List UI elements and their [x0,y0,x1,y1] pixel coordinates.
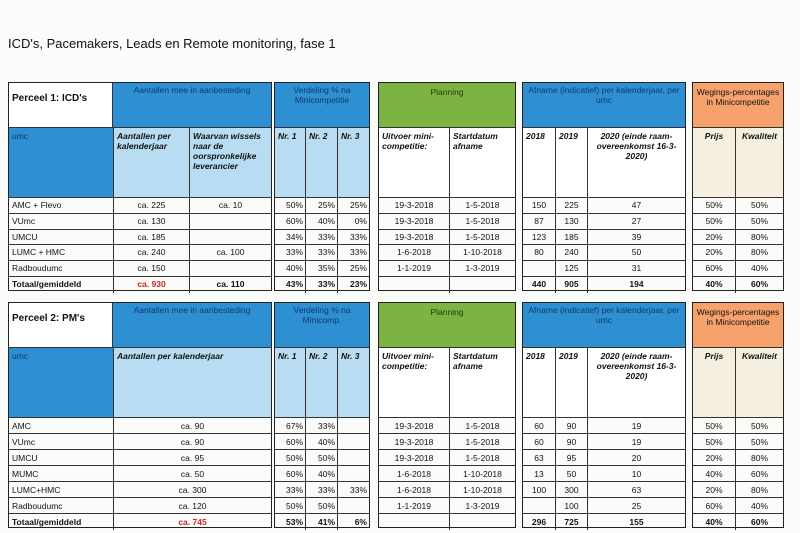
table-row [275,417,369,434]
weging-cell: 20% [705,453,723,463]
table-row [379,465,515,482]
afname-cell [523,498,555,514]
table-row [693,417,783,434]
weging-cell: 50% [735,214,783,230]
percentage-cell: 41% [305,514,337,530]
left-table-group [8,82,272,291]
startdatum-cell: 1-3-2019 [449,261,515,277]
afname-cell: 19 [587,434,685,450]
value-cell: ca. 240 [113,245,189,261]
weging-cell: 60% [705,501,723,511]
left-table-group [8,302,272,528]
value-cell: ca. 90 [113,434,271,450]
afname-cell: 300 [555,482,587,498]
table-row [693,497,783,514]
kwaliteit-header: Kwaliteit [735,347,783,417]
table-row [523,260,685,277]
afname-y2019-header: 2019 [555,347,587,417]
value-cell [189,261,271,277]
afname-cell: 225 [555,198,587,214]
afname-y2018-header: 2018 [523,127,555,197]
uitvoer-date-cell: 1-1-2019 [396,263,432,274]
table-row [379,417,515,434]
uitvoer-date-cell: 1-6-2018 [396,485,432,495]
verdeling-nr3-header: Nr. 3 [337,347,369,417]
umc-name-cell: AMC [12,421,31,431]
weging-cell: 50% [705,421,723,431]
weging-cell: 50% [735,198,783,214]
percentage-cell: 43% [285,279,303,289]
value-cell: ca. 110 [189,277,271,293]
weging-cell: 50% [735,434,783,450]
startdatum-cell: 1-5-2018 [449,418,515,434]
uitvoer-date-cell [379,277,449,293]
percentage-cell: 33% [305,277,337,293]
weging-cell: 20% [705,231,723,242]
table-row [9,244,271,261]
startdatum-cell: 1-5-2018 [449,198,515,214]
total-row [523,513,685,530]
table-row [693,465,783,482]
percentage-cell: 33% [337,482,369,498]
percentage-cell: 33% [285,485,303,495]
total-row [9,513,271,530]
wegings-header: Wegings-percentages in Minicompetitie [693,83,783,127]
table-row [693,433,783,450]
uitvoer-date-cell [379,514,449,530]
afname-cell: 123 [531,231,547,242]
afname-cell: 100 [555,498,587,514]
percentage-cell: 33% [305,230,337,246]
uitvoer-date-cell: 1-6-2018 [396,469,432,479]
afname-cell: 725 [555,514,587,530]
percentage-cell: 53% [285,517,303,527]
table-row [9,229,271,246]
startdatum-cell: 1-5-2018 [449,214,515,230]
kwaliteit-header: Kwaliteit [735,127,783,197]
percentage-cell: 25% [305,198,337,214]
afname-group [522,302,686,528]
table-row [9,481,271,498]
percentage-cell: 34% [285,231,303,242]
afname-y2019-header: 2019 [555,127,587,197]
total-row [275,513,369,530]
aantallen-header: Aantallen mee in aanbesteding [113,303,271,347]
uitvoer-date-cell: 19-3-2018 [394,453,434,463]
percentage-cell: 50% [305,450,337,466]
value-cell: ca. 120 [113,498,271,514]
verdeling-nr2-header: Nr. 2 [305,127,337,197]
percentage-cell: 67% [285,421,303,431]
table-row [275,197,369,214]
weging-cell: 60% [735,277,783,293]
afname-header: Afname (indicatief) per kalenderjaar, per umc [523,83,685,127]
table-row [523,244,685,261]
startdatum-header: Startdatum afname [449,347,515,417]
uitvoer-date-cell: 19-3-2018 [394,421,434,431]
weging-cell: 20% [705,247,723,258]
perceel-label: Perceel 1: ICD's [9,83,113,127]
startdatum-cell: 1-5-2018 [449,230,515,246]
table-row [275,497,369,514]
afname-cell: 63 [534,453,544,463]
startdatum-cell [449,277,515,293]
value-cell: ca. 745 [113,514,271,530]
table-row [693,244,783,261]
value-cell: ca. 185 [113,230,189,246]
startdatum-cell: 1-5-2018 [449,434,515,450]
table-row [275,229,369,246]
afname-cell: 905 [555,277,587,293]
verdeling-nr2-header: Nr. 2 [305,347,337,417]
weging-cell: 50% [705,215,723,226]
value-cell: ca. 225 [113,198,189,214]
startdatum-cell: 1-10-2018 [449,245,515,261]
weging-cell: 60% [735,466,783,482]
percentage-cell [337,418,369,434]
afname-cell: 50 [555,466,587,482]
weging-cell: 80% [735,245,783,261]
umc-header: umc [9,127,113,197]
umc-name-cell: LUMC + HMC [12,247,66,258]
value-cell: ca. 50 [113,466,271,482]
table-row [379,260,515,277]
afname-cell: 80 [534,247,544,258]
table-row [379,197,515,214]
umc-name-cell: VUmc [12,437,36,447]
afname-cell: 100 [531,485,547,495]
afname-cell: 27 [587,214,685,230]
umc-header: umc [9,347,113,417]
weging-cell: 50% [735,418,783,434]
startdatum-cell: 1-10-2018 [449,466,515,482]
percentage-cell: 50% [285,453,303,463]
value-cell: ca. 10 [189,198,271,214]
total-row [693,276,783,293]
verdeling-group [274,82,370,291]
table-row [275,481,369,498]
percentage-cell: 40% [305,466,337,482]
value-cell: ca. 130 [113,214,189,230]
table-row [693,260,783,277]
percentage-cell: 40% [305,434,337,450]
table-row [9,449,271,466]
percentage-cell: 50% [305,498,337,514]
table-row [693,197,783,214]
percentage-cell: 60% [285,437,303,447]
umc-name-cell: AMC + Flevo [12,200,62,210]
afname-cell: 10 [587,466,685,482]
table-row [693,481,783,498]
umc-name-cell: Radboudumc [12,501,63,511]
weging-cell: 60% [735,514,783,530]
uitvoer-date-cell: 1-1-2019 [396,501,432,511]
table-row [379,433,515,450]
afname-cell: 185 [555,230,587,246]
wegings-group [692,302,784,528]
planning-header: Planning [379,303,515,347]
afname-cell [523,261,555,277]
percentage-cell [337,434,369,450]
weging-cell: 60% [705,263,723,274]
afname-y2018-header: 2018 [523,347,555,417]
verdeling-header: Verdeling % na Minicomp. [275,303,369,347]
afname-y2020-header: 2020 (einde raam-overeenkomst 16-3-2020) [587,127,685,197]
table-row [379,497,515,514]
table-row [523,229,685,246]
value-cell: ca. 90 [113,418,271,434]
umc-name-cell: UMCU [12,453,38,463]
afname-cell: 90 [555,434,587,450]
table-row [379,213,515,230]
percentage-cell: 25% [337,261,369,277]
aantallen-col-header: Aantallen per kalenderjaar [113,127,189,197]
value-cell: ca. 930 [113,277,189,293]
umc-name-cell: MUMC [12,469,39,479]
percentage-cell [337,466,369,482]
afname-cell: 50 [587,245,685,261]
startdatum-cell: 1-5-2018 [449,450,515,466]
table-row [275,449,369,466]
afname-cell: 20 [587,450,685,466]
afname-cell: 150 [531,200,547,210]
value-cell: ca. 150 [113,261,189,277]
umc-name-cell: UMCU [12,231,38,242]
prijs-header: Prijs [693,127,735,197]
table-row [523,213,685,230]
verdeling-nr3-header: Nr. 3 [337,127,369,197]
verdeling-nr1-header: Nr. 1 [275,127,305,197]
table-row [523,465,685,482]
total-row [9,276,271,293]
table-row [275,433,369,450]
weging-cell: 40% [735,498,783,514]
afname-cell: 90 [555,418,587,434]
table-row [9,213,271,230]
weging-cell: 50% [705,200,723,210]
afname-y2020-header: 2020 (einde raam-overeenkomst 16-3-2020) [587,347,685,417]
table-row [275,213,369,230]
table-row [9,433,271,450]
planning-header: Planning [379,83,515,127]
umc-name-cell: Radboudumc [12,263,63,274]
weging-cell: 20% [705,485,723,495]
percentage-cell: 6% [337,514,369,530]
planning-group [378,82,516,291]
percentage-cell: 0% [337,214,369,230]
table-row [523,449,685,466]
value-cell [189,214,271,230]
table-row [275,244,369,261]
uitvoer-date-cell: 19-3-2018 [394,215,434,226]
startdatum-header: Startdatum afname [449,127,515,197]
percentage-cell: 33% [305,245,337,261]
afname-cell: 63 [587,482,685,498]
afname-cell: 130 [555,214,587,230]
verdeling-header: Verdeling % na Minicompetitie [275,83,369,127]
table-row [523,433,685,450]
value-cell: ca. 100 [189,245,271,261]
table-row [523,417,685,434]
aantallen-col-header: Aantallen per kalenderjaar [113,347,271,417]
table-row [9,260,271,277]
verdeling-group [274,302,370,528]
umc-name-cell: Totaal/gemiddeld [12,279,82,289]
total-row [379,513,515,530]
percentage-cell: 23% [337,277,369,293]
value-cell [189,230,271,246]
table-row [379,229,515,246]
value-cell: ca. 95 [113,450,271,466]
total-row [693,513,783,530]
afname-cell: 95 [555,450,587,466]
uitvoer-date-cell: 19-3-2018 [394,200,434,210]
table-row [275,260,369,277]
table-row [9,417,271,434]
afname-cell: 25 [587,498,685,514]
umc-name-cell: Totaal/gemiddeld [12,517,82,527]
percentage-cell: 33% [337,245,369,261]
weging-cell: 80% [735,450,783,466]
percentage-cell: 33% [337,230,369,246]
percentage-cell: 35% [305,261,337,277]
percentage-cell: 40% [285,263,303,274]
table-row [9,497,271,514]
table-row [9,197,271,214]
percentage-cell: 40% [305,214,337,230]
weging-cell: 40% [705,469,723,479]
afname-cell: 155 [587,514,685,530]
weging-cell: 40% [735,261,783,277]
afname-cell: 440 [531,279,547,289]
percentage-cell [337,498,369,514]
afname-group [522,82,686,291]
percentage-cell: 50% [285,200,303,210]
perceel-label: Perceel 2: PM's [9,303,113,347]
afname-cell: 240 [555,245,587,261]
percentage-cell: 25% [337,198,369,214]
percentage-cell: 60% [285,469,303,479]
weging-cell: 80% [735,482,783,498]
afname-cell: 13 [534,469,544,479]
table-row [523,481,685,498]
startdatum-cell: 1-10-2018 [449,482,515,498]
table-row [693,229,783,246]
table-row [523,197,685,214]
uitvoer-header: Uitvoer mini-competitie: [379,347,449,417]
wegings-group [692,82,784,291]
value-cell: ca. 300 [113,482,271,498]
table-row [693,213,783,230]
afname-cell: 296 [531,517,547,527]
afname-cell: 125 [555,261,587,277]
afname-cell: 39 [587,230,685,246]
percentage-cell: 50% [285,501,303,511]
afname-cell: 87 [534,215,544,226]
percentage-cell: 33% [305,418,337,434]
aantallen-header: Aantallen mee in aanbesteding [113,83,271,127]
total-row [275,276,369,293]
afname-cell: 60 [534,437,544,447]
table-row [523,497,685,514]
afname-cell: 194 [587,277,685,293]
table-row [379,244,515,261]
weging-cell: 50% [705,437,723,447]
uitvoer-header: Uitvoer mini-competitie: [379,127,449,197]
uitvoer-date-cell: 1-6-2018 [396,247,432,258]
afname-cell: 60 [534,421,544,431]
prijs-header: Prijs [693,347,735,417]
percentage-cell: 33% [305,482,337,498]
afname-cell: 19 [587,418,685,434]
startdatum-cell [449,514,515,530]
table-row [9,465,271,482]
uitvoer-date-cell: 19-3-2018 [394,437,434,447]
umc-name-cell: LUMC+HMC [12,485,61,495]
weging-cell: 40% [705,517,723,527]
uitvoer-date-cell: 19-3-2018 [394,231,434,242]
wissels-col-header: Waarvan wissels naar de oorspronkelijke leverancier [189,127,271,197]
percentage-cell: 33% [285,247,303,258]
wegings-header: Wegings-percentages in Minicompetitie [693,303,783,347]
percentage-cell: 60% [285,215,303,226]
table-row [275,465,369,482]
weging-cell: 40% [705,279,723,289]
table-row [379,481,515,498]
total-row [379,276,515,293]
total-row [523,276,685,293]
umc-name-cell: VUmc [12,215,36,226]
afname-header: Afname (indicatief) per kalenderjaar, per umc [523,303,685,347]
planning-group [378,302,516,528]
startdatum-cell: 1-3-2019 [449,498,515,514]
afname-cell: 47 [587,198,685,214]
percentage-cell [337,450,369,466]
weging-cell: 80% [735,230,783,246]
table-row [379,449,515,466]
table-row [693,449,783,466]
afname-cell: 31 [587,261,685,277]
verdeling-nr1-header: Nr. 1 [275,347,305,417]
page-title: ICD's, Pacemakers, Leads en Remote monitoring, fase 1 [8,36,336,51]
